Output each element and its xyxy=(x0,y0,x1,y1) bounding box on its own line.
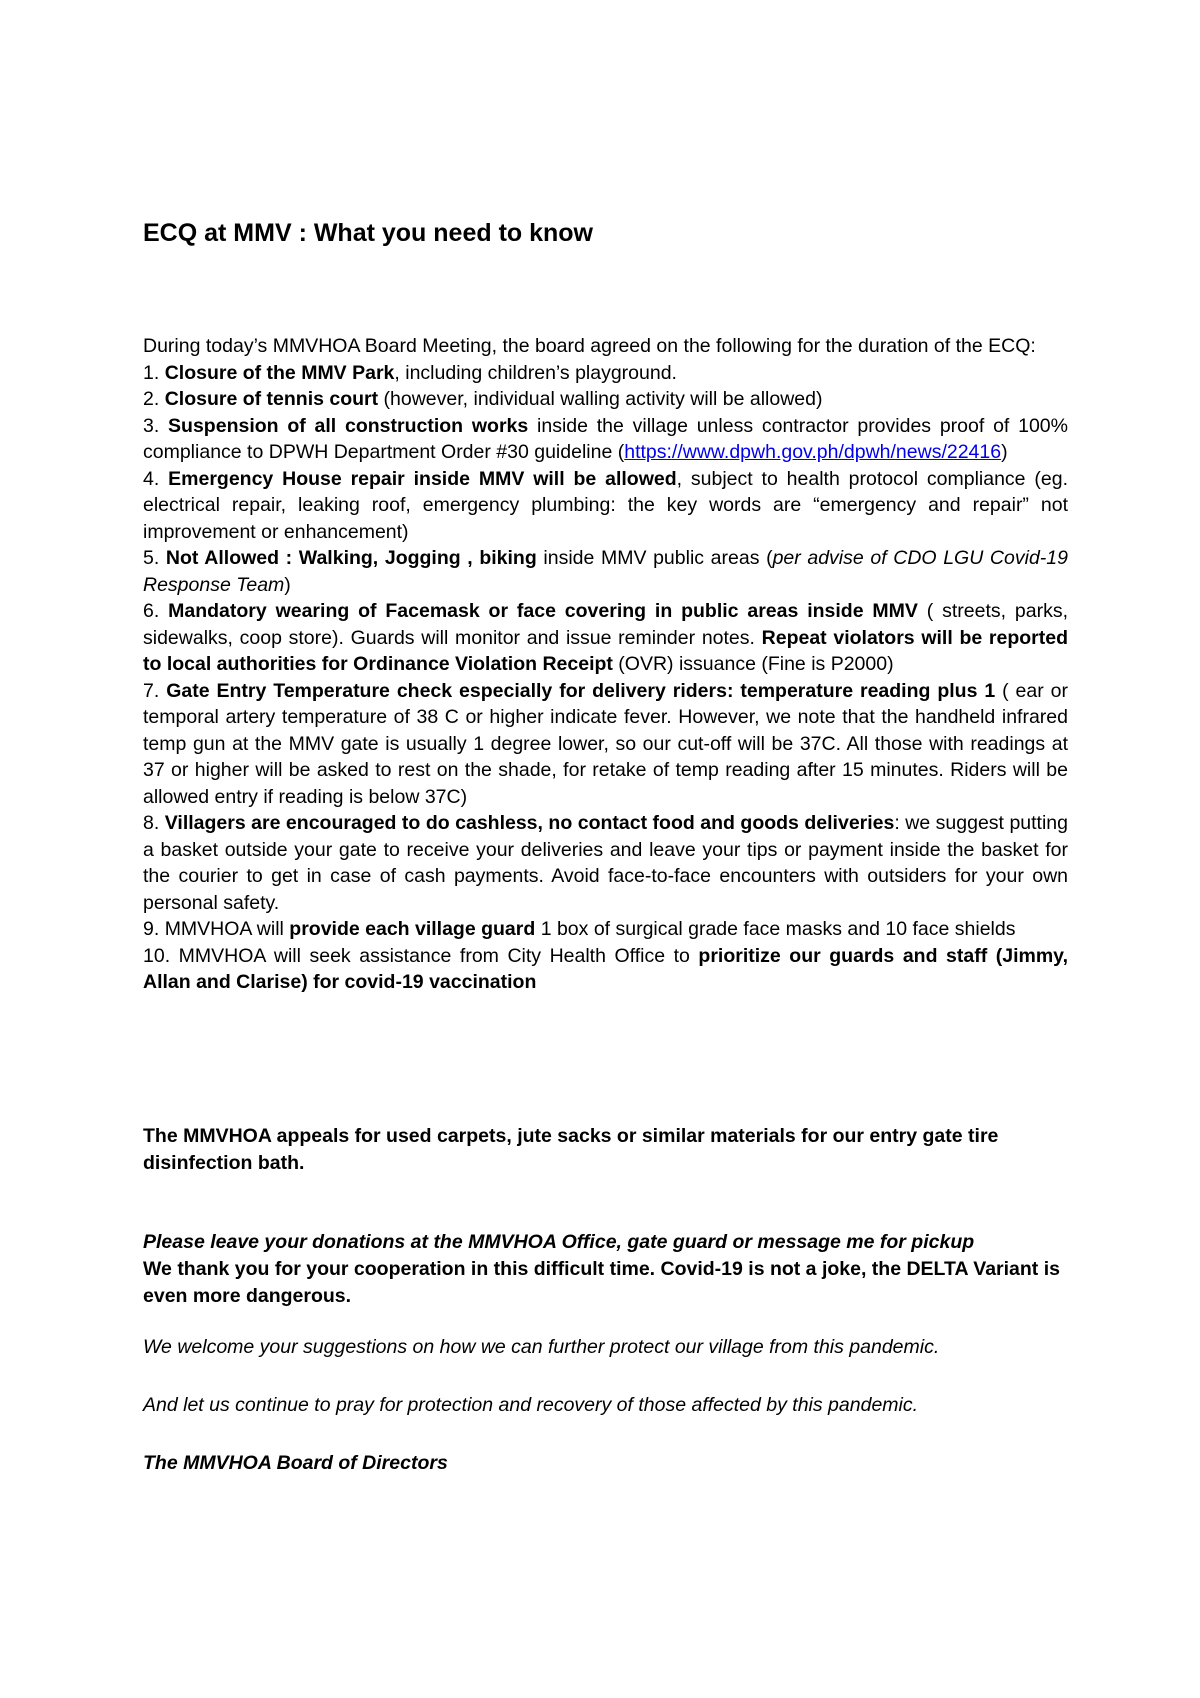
list-item: 1. Closure of the MMV Park, including children’s playground. xyxy=(143,361,677,384)
thank-you-note: We thank you for your cooperation in this difficult time. Covid-19 is not a joke, the DELTA Variant is even more dangerous. xyxy=(143,1258,1060,1307)
list-item: 10. MMVHOA will seek assistance from City Health Office to prioritize our guards and staff (Jimmy, Allan and Clarise) for covid-19 vaccination xyxy=(143,944,1068,993)
announcement-body xyxy=(143,333,1068,996)
list-item: 6. Mandatory wearing of Facemask or face covering in public areas inside MMV ( streets, parks, sidewalks, coop store). Guards will monitor and issue reminder notes. Repeat violators will be reported to local authorities for Ordinance Violation Receipt (OVR) issuance (Fine is P2000) xyxy=(143,600,1068,675)
intro-paragraph: During today’s MMVHOA Board Meeting, the board agreed on the following for the duration of the ECQ: xyxy=(143,335,1036,357)
prayer-note: And let us continue to pray for protection and recovery of those affected by this pandemic. xyxy=(143,1394,919,1416)
donation-appeal: The MMVHOA appeals for used carpets, jute sacks or similar materials for our entry gate tire disinfection bath. xyxy=(143,1125,999,1174)
signature: The MMVHOA Board of Directors xyxy=(143,1452,448,1474)
page-title: ECQ at MMV : What you need to know xyxy=(143,219,593,247)
list-item: 9. MMVHOA will provide each village guard 1 box of surgical grade face masks and 10 face shields xyxy=(143,918,1016,940)
list-item: 5. Not Allowed : Walking, Jogging , biking inside MMV public areas (per advise of CDO LGU Covid-19 Response Team) xyxy=(143,547,1068,596)
list-item: 7. Gate Entry Temperature check especially for delivery riders: temperature reading plus 1 ( ear or temporal artery temperature of 38 C or higher indicate fever. However, we note that the handheld infrared temp gun at the MMV gate is usually 1 degree lower, so our cut-off will be 37C. All those with readings at 37 or higher will be asked to rest on the shade, for retake of temp reading after 15 minutes. Riders will be allowed entry if reading is below 37C) xyxy=(143,679,1068,808)
list-item: 2. Closure of tennis court (however, individual walling activity will be allowed) xyxy=(143,388,823,410)
dpwh-news-link[interactable]: https://www.dpwh.gov.ph/dpwh/news/22416 xyxy=(624,441,1002,463)
suggestions-note: We welcome your suggestions on how we can further protect our village from this pandemic. xyxy=(143,1336,940,1358)
list-item: 4. Emergency House repair inside MMV will be allowed, subject to health protocol compliance (eg. electrical repair, leaking roof, emergency plumbing: the key words are “emergency and repair” not improvement or enhancement) xyxy=(143,467,1068,543)
list-item: 3. Suspension of all construction works inside the village unless contractor provides proof of 100% compliance to DPWH Department Order #30 guideline (https://www.dpwh.gov.ph/dpwh/news/22416) xyxy=(143,414,1068,463)
donation-instructions: Please leave your donations at the MMVHOA Office, gate guard or message me for pickup xyxy=(143,1231,975,1253)
list-item: 8. Villagers are encouraged to do cashless, no contact food and goods deliveries: we suggest putting a basket outside your gate to receive your deliveries and leave your tips or payment inside the basket for the courier to get in case of cash payments. Avoid face-to-face encounters with outsiders for your own personal safety. xyxy=(143,812,1068,914)
